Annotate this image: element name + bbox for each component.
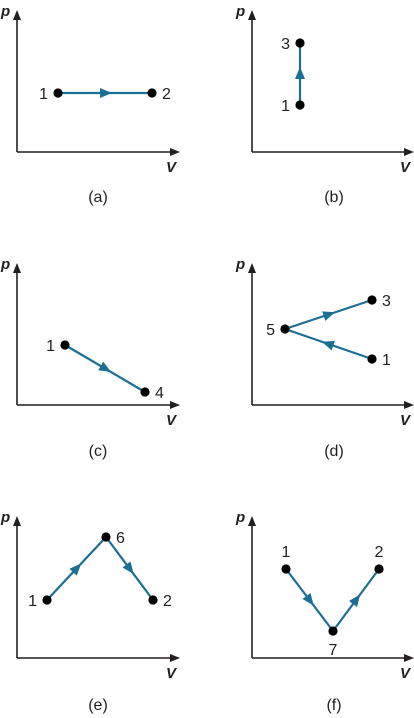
state-point-4 bbox=[140, 387, 149, 396]
y-axis-label: p bbox=[236, 3, 246, 20]
y-axis-arrowhead bbox=[13, 516, 21, 526]
state-point-1 bbox=[42, 595, 51, 604]
state-label-6: 6 bbox=[116, 530, 125, 547]
diagram-caption: (e) bbox=[88, 697, 108, 714]
pv-diagram-a bbox=[0, 3, 180, 206]
state-point-1 bbox=[295, 100, 304, 109]
state-point-1 bbox=[281, 564, 290, 573]
state-point-1 bbox=[367, 354, 376, 363]
state-label-3: 3 bbox=[281, 36, 290, 53]
diagram-caption: (a) bbox=[88, 189, 108, 206]
x-axis-label: V bbox=[166, 412, 177, 429]
x-axis-label: V bbox=[400, 412, 411, 429]
x-axis-arrowhead bbox=[170, 401, 180, 409]
x-axis-arrowhead bbox=[170, 654, 180, 662]
x-axis-arrowhead bbox=[404, 654, 414, 662]
process-arrow-2 bbox=[349, 594, 360, 607]
y-axis-label: p bbox=[236, 256, 246, 273]
state-point-7 bbox=[328, 626, 337, 635]
state-point-5 bbox=[280, 324, 289, 333]
diagram-caption: (f) bbox=[326, 697, 342, 714]
diagram-caption: (b) bbox=[324, 189, 344, 206]
x-axis-label: V bbox=[400, 159, 411, 176]
state-label-5: 5 bbox=[266, 322, 275, 339]
state-point-2 bbox=[148, 595, 157, 604]
process-arrow-1 bbox=[295, 67, 305, 79]
y-axis-arrowhead bbox=[248, 516, 256, 526]
y-axis-arrowhead bbox=[13, 10, 21, 20]
state-label-2: 2 bbox=[163, 593, 172, 610]
state-label-1: 1 bbox=[281, 98, 290, 115]
process-arrow-1 bbox=[100, 88, 112, 98]
state-point-1 bbox=[53, 88, 62, 97]
y-axis-label: p bbox=[1, 509, 11, 526]
x-axis-arrowhead bbox=[404, 148, 414, 156]
process-arrow-1 bbox=[322, 341, 335, 350]
process-arrow-1 bbox=[302, 593, 313, 606]
y-axis-label: p bbox=[1, 256, 11, 273]
state-point-6 bbox=[101, 532, 110, 541]
state-point-3 bbox=[295, 38, 304, 47]
state-label-1: 1 bbox=[28, 593, 37, 610]
state-label-4: 4 bbox=[155, 385, 164, 402]
state-label-7: 7 bbox=[328, 642, 338, 659]
x-axis-arrowhead bbox=[404, 401, 414, 409]
state-point-1 bbox=[60, 340, 69, 349]
y-axis-label: p bbox=[236, 509, 246, 526]
x-axis-label: V bbox=[166, 665, 177, 682]
pv-diagram-d bbox=[235, 256, 414, 460]
state-label-1: 1 bbox=[382, 352, 391, 369]
x-axis-arrowhead bbox=[170, 148, 180, 156]
state-point-2 bbox=[147, 88, 156, 97]
pv-diagram-c bbox=[0, 256, 180, 460]
state-point-3 bbox=[367, 295, 376, 304]
state-label-2: 2 bbox=[162, 86, 171, 103]
x-axis-label: V bbox=[166, 159, 177, 176]
state-label-2: 2 bbox=[374, 544, 384, 561]
state-label-3: 3 bbox=[382, 293, 391, 310]
state-point-2 bbox=[374, 564, 383, 573]
y-axis-arrowhead bbox=[248, 10, 256, 20]
diagram-caption: (d) bbox=[324, 443, 344, 460]
process-arrow-2 bbox=[123, 562, 134, 575]
y-axis-arrowhead bbox=[248, 263, 256, 273]
state-label-1: 1 bbox=[39, 86, 48, 103]
y-axis-label: p bbox=[1, 3, 11, 20]
x-axis-label: V bbox=[400, 665, 411, 682]
pv-diagram-e bbox=[0, 509, 180, 714]
pv-diagram-f bbox=[235, 509, 414, 714]
process-arrow-2 bbox=[322, 311, 335, 320]
pv-diagram-b bbox=[235, 3, 414, 206]
diagram-caption: (c) bbox=[88, 443, 108, 460]
state-label-1: 1 bbox=[281, 544, 291, 561]
y-axis-arrowhead bbox=[13, 263, 21, 273]
state-label-1: 1 bbox=[46, 338, 55, 355]
